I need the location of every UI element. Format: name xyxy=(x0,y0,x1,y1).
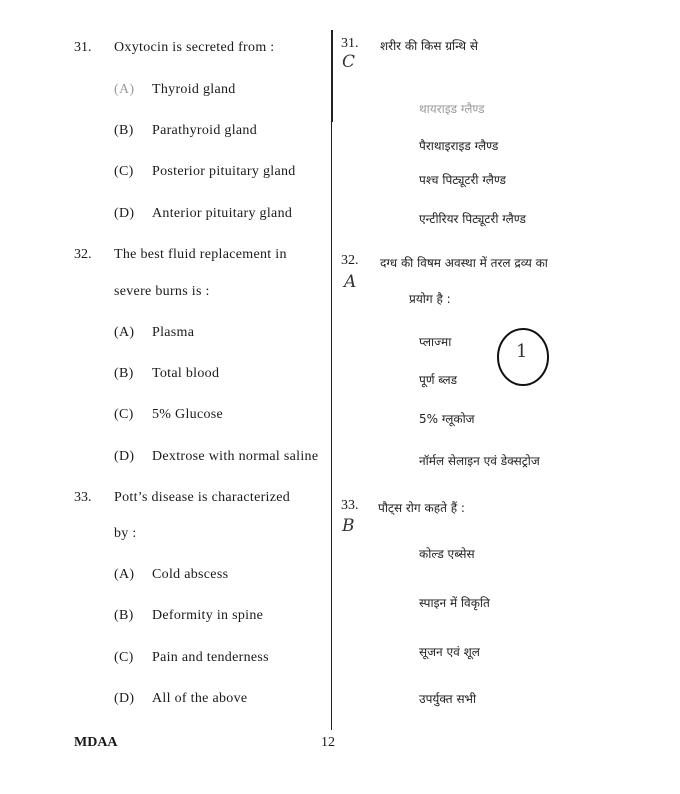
q31-option-a-label: (A) xyxy=(114,82,135,97)
q33-hi-question: पौट्स रोग कहते हैं : xyxy=(378,501,465,515)
q32-option-a: Plasma xyxy=(152,325,195,340)
q31-hi-question: शरीर की किस ग्रन्थि से xyxy=(380,39,478,53)
q33-hi-number: 33. xyxy=(341,498,359,513)
q31-handwritten-answer: C xyxy=(342,52,356,72)
column-divider-top xyxy=(331,30,333,122)
column-divider xyxy=(331,122,332,730)
q32-hi-option-a: प्लाज्मा xyxy=(419,335,452,349)
q32-hi-question-line2: प्रयोग है : xyxy=(409,292,451,306)
q32-hi-option-c: 5% ग्लूकोज xyxy=(419,412,475,426)
q31-option-b: Parathyroid gland xyxy=(152,123,258,138)
q33-handwritten-answer: B xyxy=(342,516,355,536)
q32-option-d-label: (D) xyxy=(114,449,135,464)
q33-option-d: All of the above xyxy=(152,691,248,706)
q32-option-a-label: (A) xyxy=(114,325,135,340)
q33-option-c-label: (C) xyxy=(114,650,134,665)
q33-hi-option-a: कोल्ड एब्सेस xyxy=(419,547,475,561)
q33-hi-option-c: सूजन एवं शूल xyxy=(419,645,480,659)
q32-option-c-label: (C) xyxy=(114,407,134,422)
q31-hi-option-d: एन्टीरियर पिट्यूटरी ग्लैण्ड xyxy=(419,212,526,226)
q32-handwritten-answer: A xyxy=(344,272,357,292)
q33-question-line1: Pott’s disease is characterized xyxy=(114,490,291,505)
q33-question-line2: by : xyxy=(114,526,137,541)
page-number: 12 xyxy=(321,735,335,750)
q33-option-a: Cold abscess xyxy=(152,567,229,582)
q31-number: 31. xyxy=(74,40,92,55)
q31-option-d-label: (D) xyxy=(114,206,135,221)
q32-number: 32. xyxy=(74,247,92,262)
q32-question-line2: severe burns is : xyxy=(114,284,210,299)
q33-hi-option-b: स्पाइन में विकृति xyxy=(419,596,490,610)
q31-option-c: Posterior pituitary gland xyxy=(152,164,296,179)
circled-mark-text: 1 xyxy=(516,341,528,362)
q31-option-c-label: (C) xyxy=(114,164,134,179)
q32-option-d: Dextrose with normal saline xyxy=(152,449,319,464)
q32-option-c: 5% Glucose xyxy=(152,407,224,422)
q32-option-b-label: (B) xyxy=(114,366,134,381)
q31-question: Oxytocin is secreted from : xyxy=(114,40,275,55)
q32-hi-number: 32. xyxy=(341,253,359,268)
q32-hi-option-b: पूर्ण ब्लड xyxy=(419,373,458,387)
q32-hi-question-line1: दग्ध की विषम अवस्था में तरल द्रव्य का xyxy=(380,256,548,270)
q33-option-a-label: (A) xyxy=(114,567,135,582)
q33-option-d-label: (D) xyxy=(114,691,135,706)
q31-hi-option-a: थायराइड ग्लैण्ड xyxy=(419,102,485,116)
q32-hi-option-d: नॉर्मल सेलाइन एवं डेक्सट्रोज xyxy=(419,454,540,468)
q31-hi-number: 31. xyxy=(341,36,359,51)
q32-question-line1: The best fluid replacement in xyxy=(114,247,287,262)
q32-option-b: Total blood xyxy=(152,366,220,381)
q33-option-b: Deformity in spine xyxy=(152,608,264,623)
q33-option-c: Pain and tenderness xyxy=(152,650,269,665)
q33-option-b-label: (B) xyxy=(114,608,134,623)
q31-hi-option-c: पश्च पिट्यूटरी ग्लैण्ड xyxy=(419,173,506,187)
q31-option-a: Thyroid gland xyxy=(152,82,236,97)
q31-option-d: Anterior pituitary gland xyxy=(152,206,293,221)
q33-number: 33. xyxy=(74,490,92,505)
paper-code: MDAA xyxy=(74,735,118,750)
q31-option-b-label: (B) xyxy=(114,123,134,138)
q33-hi-option-d: उपर्युक्त सभी xyxy=(419,692,477,706)
q31-hi-option-b: पैराथाइराइड ग्लैण्ड xyxy=(419,139,499,153)
